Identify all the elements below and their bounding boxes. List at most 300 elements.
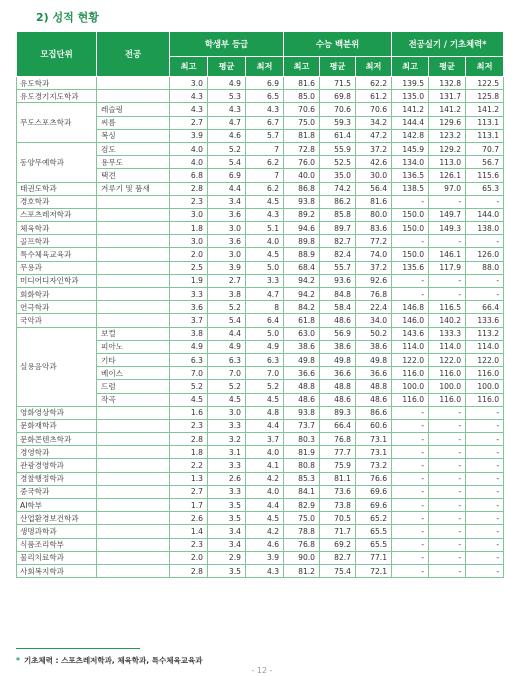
footnote [16, 655, 202, 666]
major-cell [97, 90, 170, 103]
section-title: 2) 성적 현황 [36, 11, 99, 24]
value-cell: 80.3 [284, 433, 320, 446]
major-cell [97, 538, 170, 551]
value-cell: - [466, 406, 504, 419]
value-cell: - [466, 551, 504, 564]
value-cell: - [392, 485, 429, 498]
unit-cell: 미디어디자인학과 [17, 274, 97, 287]
header-group-practical: 전공실기 / 기초체력* [392, 32, 504, 57]
value-cell: - [429, 485, 466, 498]
unit-cell: 식품조리학부 [17, 538, 97, 551]
value-cell: - [466, 446, 504, 459]
value-cell: - [392, 288, 429, 301]
table-row [17, 90, 504, 103]
unit-cell: 관광경영학과 [17, 459, 97, 472]
value-cell: 100.0 [429, 380, 466, 393]
value-cell: 62.2 [356, 77, 392, 90]
value-cell: - [466, 485, 504, 498]
value-cell: 36.6 [284, 367, 320, 380]
value-cell: 4.3 [246, 564, 284, 577]
value-cell: 85.0 [284, 90, 320, 103]
unit-cell: 골프학과 [17, 235, 97, 248]
value-cell: 36.6 [320, 367, 356, 380]
value-cell: 4.2 [246, 525, 284, 538]
value-cell: 8 [246, 301, 284, 314]
value-cell: - [466, 419, 504, 432]
major-cell: 피아노 [97, 340, 170, 353]
value-cell: 83.6 [356, 222, 392, 235]
value-cell: - [392, 525, 429, 538]
major-cell [97, 222, 170, 235]
value-cell: 50.2 [356, 327, 392, 340]
header-sub-avg: 평균 [320, 57, 356, 77]
value-cell: 48.6 [284, 393, 320, 406]
value-cell: 75.9 [320, 459, 356, 472]
value-cell: 58.4 [320, 301, 356, 314]
value-cell: - [392, 406, 429, 419]
table-row [17, 301, 504, 314]
value-cell: 47.2 [356, 129, 392, 142]
value-cell: 2.9 [208, 551, 246, 564]
major-cell: 레슬링 [97, 103, 170, 116]
value-cell: 2.7 [170, 116, 208, 129]
major-cell [97, 314, 170, 327]
value-cell: 38.6 [320, 340, 356, 353]
value-cell: 73.1 [356, 446, 392, 459]
major-cell [97, 446, 170, 459]
value-cell: 4.0 [246, 446, 284, 459]
value-cell: 113.2 [466, 327, 504, 340]
value-cell: 48.6 [320, 314, 356, 327]
value-cell: - [429, 459, 466, 472]
value-cell: 4.3 [170, 90, 208, 103]
unit-cell: 문화재학과 [17, 419, 97, 432]
value-cell: 6.4 [246, 314, 284, 327]
table-row [17, 248, 504, 261]
value-cell: 81.9 [284, 446, 320, 459]
value-cell: 4.0 [246, 485, 284, 498]
value-cell: 122.0 [392, 353, 429, 366]
value-cell: 73.6 [320, 485, 356, 498]
value-cell: 129.6 [429, 116, 466, 129]
value-cell: 80.0 [356, 208, 392, 221]
header-sub-min: 최저 [466, 57, 504, 77]
value-cell: 89.3 [320, 406, 356, 419]
value-cell: 3.1 [208, 446, 246, 459]
value-cell: 86.8 [284, 182, 320, 195]
table-row [17, 525, 504, 538]
value-cell: 42.6 [356, 156, 392, 169]
table-row [17, 327, 504, 340]
value-cell: 150.0 [392, 222, 429, 235]
value-cell: 3.3 [246, 274, 284, 287]
value-cell: 4.4 [208, 182, 246, 195]
value-cell: 82.9 [284, 499, 320, 512]
major-cell [97, 512, 170, 525]
value-cell: - [466, 195, 504, 208]
value-cell: 146.1 [429, 248, 466, 261]
value-cell: 5.0 [246, 327, 284, 340]
value-cell: 116.0 [429, 367, 466, 380]
value-cell: 86.2 [320, 195, 356, 208]
value-cell: 2.5 [170, 261, 208, 274]
unit-cell: 실용음악과 [17, 327, 97, 406]
value-cell: - [466, 235, 504, 248]
score-table [16, 31, 504, 578]
value-cell: 52.5 [320, 156, 356, 169]
value-cell: 4.3 [208, 103, 246, 116]
major-cell: 복싱 [97, 129, 170, 142]
value-cell: 70.5 [320, 512, 356, 525]
major-cell [97, 485, 170, 498]
value-cell: 69.6 [356, 499, 392, 512]
value-cell: 77.7 [320, 446, 356, 459]
unit-cell: 유도학과 [17, 77, 97, 90]
value-cell: 135.6 [392, 261, 429, 274]
value-cell: 4.8 [246, 406, 284, 419]
unit-cell: 생명과학과 [17, 525, 97, 538]
value-cell: 7.0 [246, 367, 284, 380]
value-cell: 4.7 [208, 116, 246, 129]
value-cell: 2.3 [170, 419, 208, 432]
value-cell: 3.9 [246, 551, 284, 564]
value-cell: 70.6 [356, 103, 392, 116]
value-cell: 3.2 [208, 433, 246, 446]
value-cell: 5.3 [208, 90, 246, 103]
major-cell [97, 472, 170, 485]
table-row [17, 406, 504, 419]
value-cell: 49.8 [356, 353, 392, 366]
value-cell: - [466, 459, 504, 472]
value-cell: 122.5 [466, 77, 504, 90]
value-cell: 76.6 [356, 472, 392, 485]
value-cell: 35.0 [320, 169, 356, 182]
value-cell: 3.4 [208, 525, 246, 538]
value-cell: - [466, 512, 504, 525]
value-cell: 144.0 [466, 208, 504, 221]
value-cell: 114.0 [429, 340, 466, 353]
value-cell: 85.8 [320, 208, 356, 221]
value-cell: 82.7 [320, 235, 356, 248]
value-cell: - [466, 538, 504, 551]
table-row [17, 472, 504, 485]
major-cell: 보컬 [97, 327, 170, 340]
value-cell: 146.0 [392, 314, 429, 327]
value-cell: - [429, 446, 466, 459]
value-cell: - [466, 472, 504, 485]
value-cell: 73.7 [284, 419, 320, 432]
header-major: 전공 [97, 32, 170, 77]
table-row [17, 538, 504, 551]
value-cell: 6.5 [246, 90, 284, 103]
value-cell: 116.0 [429, 393, 466, 406]
value-cell: 75.0 [284, 116, 320, 129]
value-cell: 3.9 [208, 261, 246, 274]
value-cell: 1.6 [170, 406, 208, 419]
value-cell: - [466, 525, 504, 538]
value-cell: 68.4 [284, 261, 320, 274]
major-cell: 용무도 [97, 156, 170, 169]
header-sub-max: 최고 [392, 57, 429, 77]
value-cell: - [392, 235, 429, 248]
value-cell: 145.9 [392, 142, 429, 155]
value-cell: 34.0 [356, 314, 392, 327]
value-cell: 88.0 [466, 261, 504, 274]
value-cell: - [392, 551, 429, 564]
value-cell: 97.0 [429, 182, 466, 195]
header-group-csat: 수능 백분위 [284, 32, 392, 57]
unit-cell: 사회복지학과 [17, 564, 97, 577]
value-cell: 74.0 [356, 248, 392, 261]
value-cell: 5.2 [208, 142, 246, 155]
value-cell: 34.2 [356, 116, 392, 129]
value-cell: 3.5 [208, 512, 246, 525]
value-cell: 81.2 [284, 564, 320, 577]
header-sub-min: 최저 [246, 57, 284, 77]
value-cell: 88.9 [284, 248, 320, 261]
value-cell: 1.3 [170, 472, 208, 485]
value-cell: - [392, 446, 429, 459]
table-row [17, 288, 504, 301]
value-cell: 76.0 [284, 156, 320, 169]
value-cell: 4.6 [246, 538, 284, 551]
value-cell: 63.0 [284, 327, 320, 340]
value-cell: - [429, 499, 466, 512]
value-cell: 3.0 [170, 77, 208, 90]
header-group-school-record: 학생부 등급 [170, 32, 284, 57]
value-cell: 3.3 [170, 288, 208, 301]
value-cell: 7.0 [170, 367, 208, 380]
value-cell: 4.0 [246, 235, 284, 248]
table-row [17, 235, 504, 248]
value-cell: - [429, 235, 466, 248]
unit-cell: 물리치료학과 [17, 551, 97, 564]
value-cell: 74.2 [320, 182, 356, 195]
value-cell: 7 [246, 142, 284, 155]
value-cell: 100.0 [392, 380, 429, 393]
table-row [17, 485, 504, 498]
value-cell: 89.8 [284, 235, 320, 248]
value-cell: 100.0 [466, 380, 504, 393]
value-cell: 93.6 [320, 274, 356, 287]
value-cell: 116.0 [392, 393, 429, 406]
value-cell: 141.2 [466, 103, 504, 116]
value-cell: - [429, 406, 466, 419]
value-cell: 1.7 [170, 499, 208, 512]
table-row [17, 103, 504, 116]
value-cell: 82.4 [320, 248, 356, 261]
value-cell: - [392, 419, 429, 432]
value-cell: 114.0 [466, 340, 504, 353]
value-cell: 141.2 [392, 103, 429, 116]
value-cell: 55.9 [320, 142, 356, 155]
value-cell: - [392, 512, 429, 525]
value-cell: - [429, 472, 466, 485]
value-cell: 3.0 [170, 208, 208, 221]
value-cell: - [429, 195, 466, 208]
value-cell: 142.8 [392, 129, 429, 142]
header-sub-avg: 평균 [208, 57, 246, 77]
value-cell: 4.9 [208, 77, 246, 90]
value-cell: 3.8 [170, 327, 208, 340]
value-cell: 80.8 [284, 459, 320, 472]
value-cell: 93.8 [284, 406, 320, 419]
footnote-text: 기초체력 : 스포츠레저학과, 체육학과, 특수체육교육과 [23, 656, 203, 665]
value-cell: 1.8 [170, 222, 208, 235]
major-cell [97, 433, 170, 446]
value-cell: 136.5 [392, 169, 429, 182]
value-cell: 123.2 [429, 129, 466, 142]
value-cell: 61.2 [356, 90, 392, 103]
table-row [17, 499, 504, 512]
unit-cell: 국악과 [17, 314, 97, 327]
value-cell: 3.3 [208, 485, 246, 498]
value-cell: 56.9 [320, 327, 356, 340]
value-cell: 3.3 [208, 459, 246, 472]
value-cell: 149.7 [429, 208, 466, 221]
value-cell: 7.0 [208, 367, 246, 380]
value-cell: 81.8 [284, 129, 320, 142]
unit-cell: 무용과 [17, 261, 97, 274]
value-cell: 5.4 [208, 314, 246, 327]
value-cell: 94.2 [284, 274, 320, 287]
value-cell: 126.1 [429, 169, 466, 182]
value-cell: 4.7 [246, 288, 284, 301]
value-cell: 125.8 [466, 90, 504, 103]
unit-cell: 체육학과 [17, 222, 97, 235]
table-row [17, 222, 504, 235]
value-cell: 2.8 [170, 182, 208, 195]
header-unit: 모집단위 [17, 32, 97, 77]
value-cell: - [466, 564, 504, 577]
major-cell: 겨루기 및 품새 [97, 182, 170, 195]
value-cell: 22.4 [356, 301, 392, 314]
value-cell: 60.6 [356, 419, 392, 432]
value-cell: 2.8 [170, 433, 208, 446]
value-cell: - [392, 499, 429, 512]
value-cell: - [429, 525, 466, 538]
value-cell: 89.2 [284, 208, 320, 221]
unit-cell: 경호학과 [17, 195, 97, 208]
value-cell: 6.9 [208, 169, 246, 182]
value-cell: 70.6 [284, 103, 320, 116]
major-cell [97, 195, 170, 208]
table-row [17, 433, 504, 446]
value-cell: 69.6 [356, 485, 392, 498]
value-cell: 5.2 [208, 380, 246, 393]
value-cell: 3.7 [246, 433, 284, 446]
major-cell [97, 564, 170, 577]
table-row [17, 314, 504, 327]
table-row [17, 564, 504, 577]
value-cell: 4.3 [246, 103, 284, 116]
value-cell: 4.2 [246, 472, 284, 485]
unit-cell: 스포츠레저학과 [17, 208, 97, 221]
value-cell: 82.7 [320, 551, 356, 564]
value-cell: 73.1 [356, 433, 392, 446]
value-cell: 66.4 [320, 419, 356, 432]
major-cell: 택견 [97, 169, 170, 182]
value-cell: 38.6 [284, 340, 320, 353]
major-cell [97, 406, 170, 419]
value-cell: 69.8 [320, 90, 356, 103]
value-cell: 3.6 [170, 301, 208, 314]
value-cell: 126.0 [466, 248, 504, 261]
value-cell: 1.9 [170, 274, 208, 287]
value-cell: 48.8 [356, 380, 392, 393]
value-cell: 2.0 [170, 551, 208, 564]
header-sub-max: 최고 [284, 57, 320, 77]
value-cell: - [466, 288, 504, 301]
value-cell: 146.8 [392, 301, 429, 314]
value-cell: 140.2 [429, 314, 466, 327]
value-cell: 5.2 [246, 380, 284, 393]
value-cell: 135.0 [392, 90, 429, 103]
unit-cell: 특수체육교육과 [17, 248, 97, 261]
unit-cell: 영화영상학과 [17, 406, 97, 419]
value-cell: 6.8 [170, 169, 208, 182]
value-cell: 49.8 [284, 353, 320, 366]
value-cell: 3.6 [208, 235, 246, 248]
score-table-body [17, 77, 504, 578]
table-row [17, 419, 504, 432]
table-row [17, 551, 504, 564]
value-cell: 2.0 [170, 248, 208, 261]
value-cell: 4.4 [246, 499, 284, 512]
value-cell: 138.5 [392, 182, 429, 195]
major-cell: 드럼 [97, 380, 170, 393]
value-cell: 4.0 [170, 142, 208, 155]
value-cell: 93.8 [284, 195, 320, 208]
unit-cell: 연극학과 [17, 301, 97, 314]
major-cell [97, 261, 170, 274]
value-cell: 116.5 [429, 301, 466, 314]
value-cell: 81.6 [356, 195, 392, 208]
value-cell: 122.0 [466, 353, 504, 366]
major-cell [97, 235, 170, 248]
major-cell: 검도 [97, 142, 170, 155]
value-cell: 4.5 [246, 393, 284, 406]
value-cell: 48.6 [320, 393, 356, 406]
value-cell: 48.8 [320, 380, 356, 393]
value-cell: 81.6 [284, 77, 320, 90]
table-row [17, 208, 504, 221]
value-cell: 6.3 [246, 353, 284, 366]
value-cell: - [429, 538, 466, 551]
unit-cell: 유도경기지도학과 [17, 90, 97, 103]
value-cell: 143.6 [392, 327, 429, 340]
value-cell: 4.3 [246, 208, 284, 221]
value-cell: - [429, 512, 466, 525]
value-cell: 61.8 [284, 314, 320, 327]
value-cell: 30.0 [356, 169, 392, 182]
value-cell: 75.0 [284, 512, 320, 525]
value-cell: 4.9 [246, 340, 284, 353]
value-cell: 150.0 [392, 248, 429, 261]
value-cell: 116.0 [466, 393, 504, 406]
value-cell: 134.0 [392, 156, 429, 169]
major-cell [97, 459, 170, 472]
unit-cell: 동양무예학과 [17, 142, 97, 182]
value-cell: 94.2 [284, 288, 320, 301]
value-cell: 6.9 [246, 77, 284, 90]
unit-cell: 무도스포츠학과 [17, 103, 97, 143]
value-cell: 84.2 [284, 301, 320, 314]
value-cell: 133.6 [466, 314, 504, 327]
value-cell: 3.0 [170, 235, 208, 248]
value-cell: 4.4 [246, 419, 284, 432]
value-cell: 3.6 [208, 208, 246, 221]
